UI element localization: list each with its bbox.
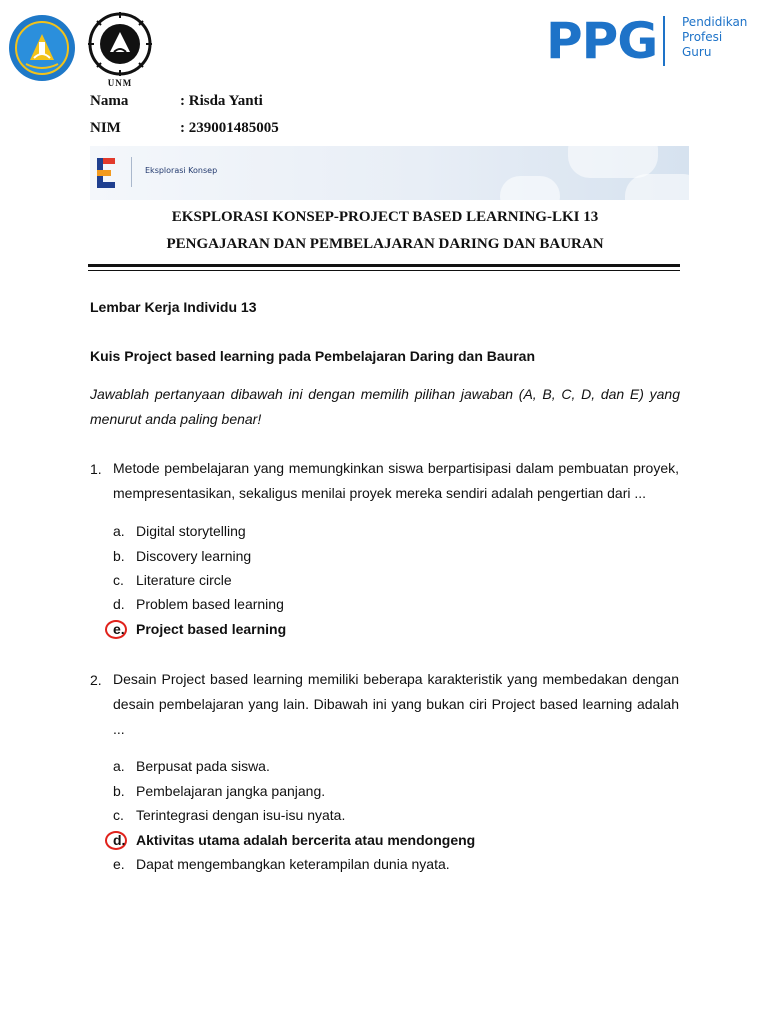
name-value: : Risda Yanti: [180, 93, 263, 109]
banner-divider: [131, 157, 132, 187]
question-number: 2.: [90, 672, 102, 688]
option-letter: a.: [113, 523, 125, 539]
quiz-heading: Kuis Project based learning pada Pembelajaran Daring dan Bauran: [90, 348, 536, 364]
option-letter: b.: [113, 783, 125, 799]
ppg-sub-line: Profesi: [682, 30, 723, 44]
unm-caption: UNM: [107, 78, 133, 88]
option-letter: c.: [113, 572, 124, 588]
nim-label: NIM: [90, 120, 121, 136]
ppg-title: PPG: [546, 12, 658, 70]
ppg-subtitle: [682, 15, 747, 60]
option-letter: a.: [113, 758, 125, 774]
kemdikbud-logo: [8, 12, 76, 84]
ppg-logo: [546, 12, 746, 68]
title-rule: [88, 264, 680, 267]
option-text: Problem based learning: [136, 596, 284, 612]
option-letter-selected: e.: [113, 621, 125, 637]
option-letter-selected: d.: [113, 832, 126, 848]
option-text-selected: Aktivitas utama adalah bercerita atau mendongeng: [136, 832, 476, 848]
instruction-text: Jawablah pertanyaan dibawah ini dengan memilih pilihan jawaban (A, B, C, D, dan E) yang menurut anda paling benar!: [90, 386, 680, 427]
nim-value: : 239001485005: [180, 120, 279, 136]
option-text: Dapat mengembangkan keterampilan dunia nyata.: [136, 856, 450, 872]
option-text: Terintegrasi dengan isu-isu nyata.: [136, 807, 346, 823]
option-letter: d.: [113, 596, 125, 612]
document-title: EKSPLORASI KONSEP-PROJECT BASED LEARNING-LKI 13: [171, 209, 599, 225]
banner-label: Eksplorasi Konsep: [145, 166, 218, 175]
document-subtitle: PENGAJARAN DAN PEMBELAJARAN DARING DAN BAURAN: [166, 236, 604, 252]
option-letter: c.: [113, 807, 124, 823]
ppg-sub-line: Pendidikan: [682, 15, 748, 29]
option-text-selected: Project based learning: [136, 621, 287, 637]
ppg-sub-line: Guru: [682, 45, 712, 59]
section-banner: [90, 146, 689, 200]
title-rule-thin: [88, 270, 680, 271]
eksplorasi-icon: [95, 156, 119, 190]
question-text: Desain Project based learning memiliki beberapa karakteristik yang membedakan dengan desain pembelajaran yang lain. Dibawah ini yang bukan ciri Project based learning adalah ...: [113, 671, 679, 737]
option-text: Literature circle: [136, 572, 232, 588]
unm-logo: [84, 10, 156, 88]
question-text: Metode pembelajaran yang memungkinkan siswa berpartisipasi dalam pembuatan proyek, mempresentasikan, sekaligus menilai proyek mereka sendiri adalah pengertian dari ...: [113, 460, 679, 501]
option-text: Discovery learning: [136, 548, 252, 564]
option-text: Berpusat pada siswa.: [136, 758, 270, 774]
option-letter: e.: [113, 856, 125, 872]
option-text: Pembelajaran jangka panjang.: [136, 783, 326, 799]
question-number: 1.: [90, 461, 102, 477]
ppg-divider: [663, 16, 665, 66]
option-text: Digital storytelling: [136, 523, 246, 539]
name-label: Nama: [90, 93, 129, 109]
option-letter: b.: [113, 548, 125, 564]
worksheet-heading: Lembar Kerja Individu 13: [90, 299, 257, 315]
